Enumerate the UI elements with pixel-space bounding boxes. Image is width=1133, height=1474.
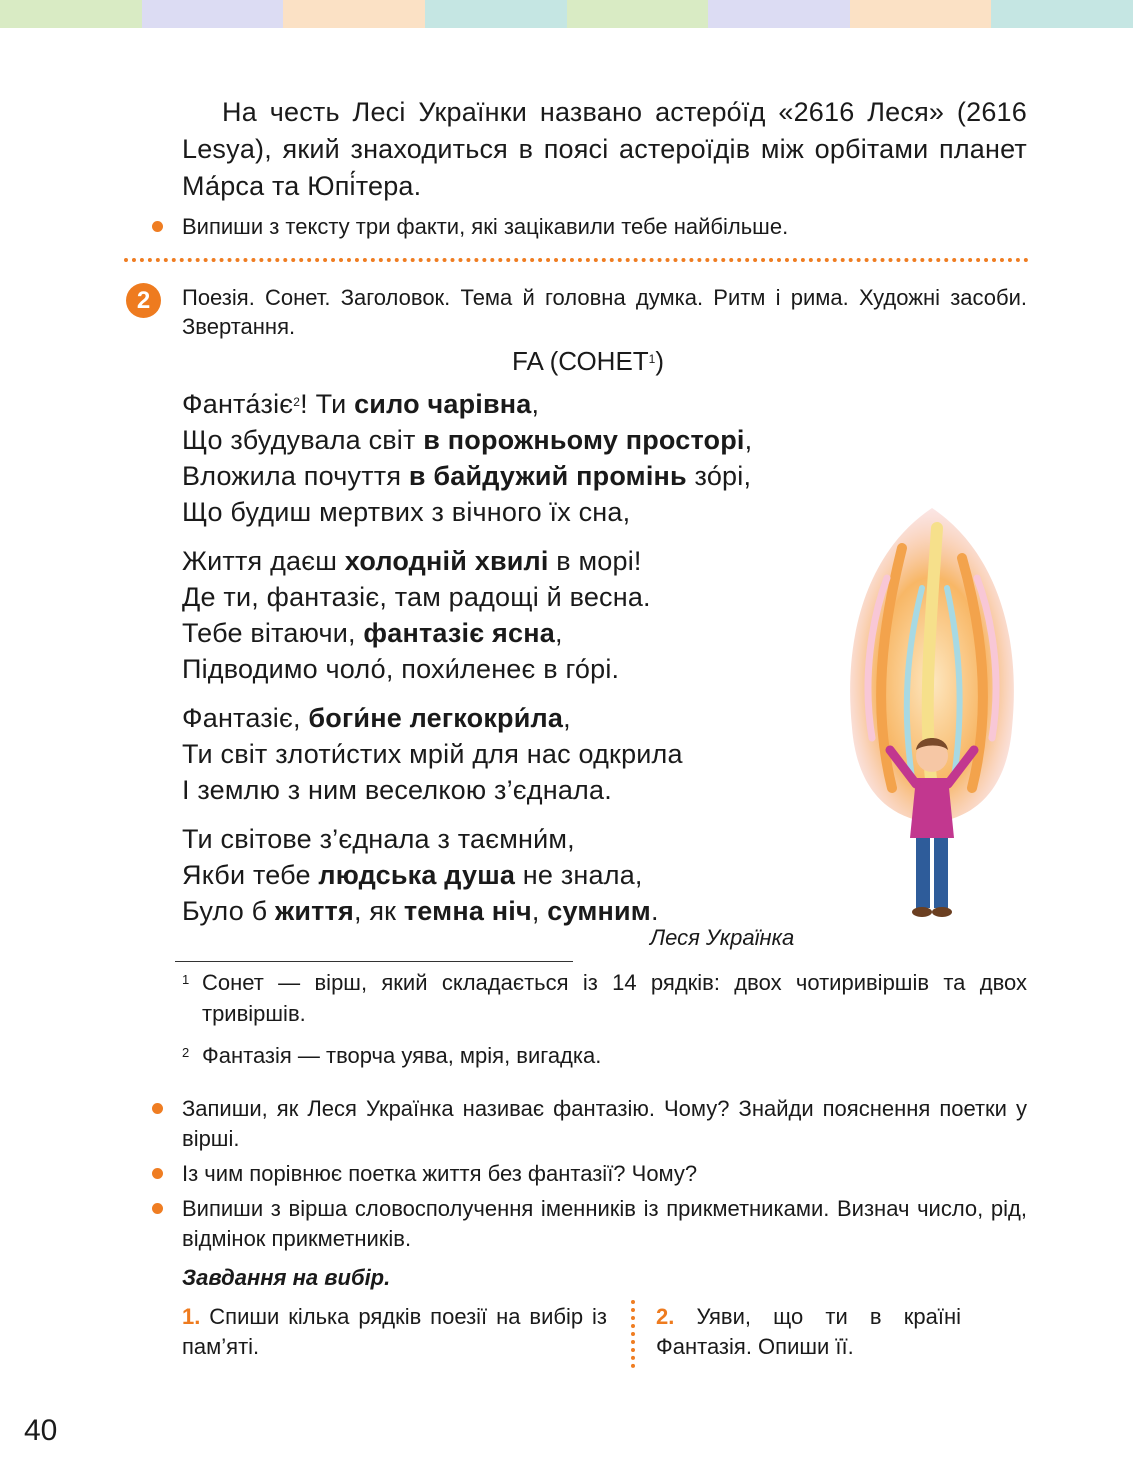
poem-text: ! Ти: [300, 389, 355, 419]
intro-paragraph: [182, 94, 1027, 205]
task-topics: Поезія. Сонет. Заголовок. Тема й головна думка. Ритм і рима. Художні засоби. Звертання.: [182, 285, 1027, 339]
choice-text: Уяви, що ти в країні Фантазія. Опиши її.: [656, 1304, 961, 1359]
poem-text: ,: [744, 425, 753, 455]
poem-line: [182, 579, 752, 615]
poem-line: [182, 700, 752, 736]
choice-item-2: [656, 1302, 961, 1362]
poem-stanza: [182, 700, 752, 808]
poem-text: Тебе вітаючи,: [182, 618, 364, 648]
poem-text: Що збудувала світ: [182, 425, 424, 455]
poem-text: Якби тебе: [182, 860, 319, 890]
poem-text: І землю з ним веселкою з’єднала.: [182, 775, 612, 805]
poem-line: [182, 494, 752, 530]
vertical-dotted-divider: [631, 1300, 635, 1368]
choice-text: Спиши кілька рядків поезії на вибір із пам’яті.: [182, 1304, 608, 1359]
poem-title-close: ): [655, 346, 665, 376]
poem-line: [182, 386, 752, 422]
poem-bold-phrase: фантазіє ясна: [363, 618, 555, 648]
poem-text: Вложила почуття: [182, 461, 409, 491]
poem-text: ,: [531, 389, 540, 419]
footnote-mark: 2: [182, 1045, 190, 1060]
poem-title-text: FA (СОНЕТ: [512, 346, 649, 376]
poem-text: ,: [554, 618, 563, 648]
top-color-bar: [0, 0, 1133, 28]
poem-text: Фанта́зіє: [182, 389, 294, 419]
poem-body: [182, 386, 752, 942]
footnote-text: Сонет — вірш, який складається із 14 рядків: двох чотиривіршів та двох тривіршів.: [202, 970, 1027, 1026]
poem-text: Було б: [182, 896, 275, 926]
poem-text: , як: [353, 896, 404, 926]
choice-number: 1.: [182, 1304, 201, 1329]
question-3: Випиши з вірша словосполучення іменників із прикметниками. Визнач число, рід, відмінок прикметників.: [182, 1194, 1027, 1254]
task-number-badge: 2: [126, 283, 161, 318]
choice-number: 2.: [656, 1304, 675, 1329]
poem-line: [182, 893, 752, 929]
footnote-separator: [175, 961, 573, 962]
poem-text: ,: [531, 896, 548, 926]
footnote-2: [182, 1040, 1027, 1071]
color-stripe: [708, 0, 850, 28]
poem-text: Ти світове з’єднала з таємни́м,: [182, 824, 575, 854]
poem-line: [182, 772, 752, 808]
choice-item-1: [182, 1302, 607, 1362]
poem-stanza: [182, 543, 752, 687]
footnote-1: [182, 967, 1027, 1029]
footnote-mark: 1: [182, 972, 190, 987]
footnote-ref: 2: [293, 395, 301, 409]
task-bullet-facts: Випиши з тексту три факти, які зацікавили тебе найбільше.: [182, 212, 1027, 242]
poem-text: ,: [563, 703, 571, 733]
poem-text: в морі!: [548, 546, 642, 576]
poem-bold-phrase: темна ніч: [403, 896, 532, 926]
poem-bold-phrase: в байдужий промінь: [408, 461, 687, 491]
poem-text: .: [650, 896, 659, 926]
poem-bold-phrase: боги́не легкокри́ла: [308, 703, 564, 733]
color-stripe: [142, 0, 284, 28]
poem-text: Підводимо чоло́, похи́ленеє в го́рі.: [182, 654, 620, 684]
dotted-divider: [124, 258, 1029, 262]
question-1: Запиши, як Леся Українка називає фантазію. Чому? Знайди пояснення поетки у вірші.: [182, 1094, 1027, 1154]
color-stripe: [991, 0, 1133, 28]
poem-text: зо́рі,: [686, 461, 752, 491]
question-2: Із чим порівнює поетка життя без фантазії? Чому?: [182, 1159, 1027, 1189]
color-stripe: [425, 0, 567, 28]
poem-text: не знала,: [515, 860, 643, 890]
intro-text: На честь Лесі Українки названо астеро́їд «2616 Леся» (2616 Lesya), який знаходиться в поясі астероїдів між орбітами планет Ма́рса та Юпі́тера.: [182, 97, 1027, 201]
color-stripe: [283, 0, 425, 28]
poem-author: Леся Українка: [650, 925, 795, 950]
poem-bold-phrase: сило чарівна: [354, 389, 532, 419]
poem-text: Фантазіє,: [182, 703, 309, 733]
poem-line: [182, 422, 752, 458]
poem-text: Що будиш мертвих з вічного їх сна,: [182, 497, 631, 527]
footnote-ref: 1: [648, 352, 656, 366]
fantasy-illustration-child-with-flames: [832, 488, 1032, 928]
poem-text: Життя даєш: [182, 546, 345, 576]
poem-bold-phrase: життя: [274, 896, 354, 926]
poem-line: [182, 857, 752, 893]
color-stripe: [0, 0, 142, 28]
choice-task-title: Завдання на вибір.: [182, 1265, 391, 1290]
poem-text: Де ти, фантазіє, там радощі й весна.: [182, 582, 651, 612]
poem-bold-phrase: людська душа: [318, 860, 516, 890]
color-stripe: [850, 0, 992, 28]
poem-bold-phrase: холодній хвилі: [344, 546, 549, 576]
poem-stanza: [182, 821, 752, 929]
poem-line: [182, 736, 752, 772]
poem-line: [182, 821, 752, 857]
page-number: 40: [24, 1414, 58, 1447]
poem-line: [182, 651, 752, 687]
poem-line: [182, 458, 752, 494]
poem-line: [182, 615, 752, 651]
poem-line: [182, 543, 752, 579]
poem-bold-phrase: сумним: [547, 896, 651, 926]
poem-text: Ти світ злоти́стих мрій для нас одкрила: [182, 739, 683, 769]
footnote-text: Фантазія — творча уява, мрія, вигадка.: [202, 1043, 602, 1068]
poem-bold-phrase: в порожньому просторі: [423, 425, 745, 455]
color-stripe: [567, 0, 709, 28]
poem-stanza: [182, 386, 752, 530]
poem-title: [512, 345, 664, 377]
